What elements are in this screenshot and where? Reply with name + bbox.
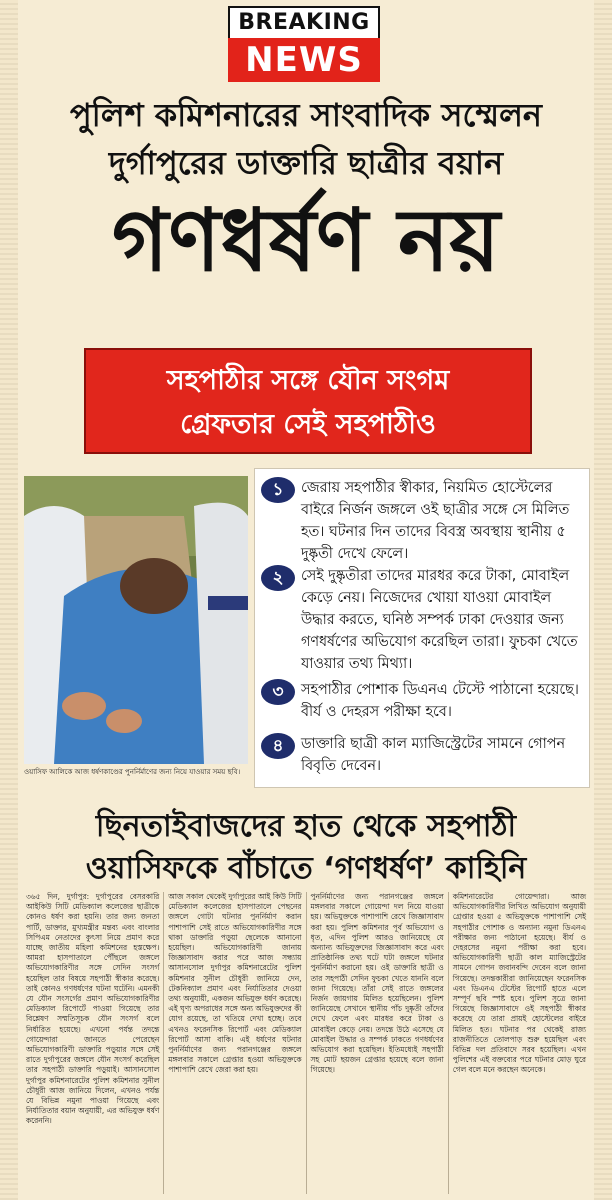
red-box-line-1: সহপাঠীর সঙ্গে যৌন সংগম [166,365,450,396]
headline-line-2: দুর্গাপুরের ডাক্তারি ছাত্রীর বয়ান [108,144,504,182]
point-number: ৩ [261,679,295,705]
subhead-line-2: ওয়াসিফকে বাঁচাতে ‘গণধর্ষণ’ কাহিনি [85,851,527,886]
main-headline: গণধর্ষণ নয় [112,191,500,291]
headline-line-1: পুলিশ কমিশনারের সাংবাদিক সম্মেলন [69,96,543,134]
breaking-news-badge [228,6,380,82]
point-number: ১ [261,477,295,503]
article-column: ৩৬৫ দিন, দুর্গাপুর: দুর্গাপুরের বেসরকারি আইকিউ সিটি মেডিক্যাল কলেজের ছাত্রীকে কোনও ধর্ষণ করা হয়নি। তার জন্য জনতা পার্টি, ডাক্তার, মুখ্যমন্ত্রীর মন্তব্য এবং বাংলার সিপিএম নেতাদের কুৎসা নিয়ে প্রমাণ করে যাচ্ছে জাতীয় মহিলা কমিশনের হস্তক্ষেপ। আমরা হাসপাতালে পৌঁছলে জঙ্গলে অভিযোগকারিণীর সঙ্গে সেদিন সংসর্গ হয়েছিল তার বিষয়ে সহপাঠী স্বীকার করেছে। তাই কোনও গণধর্ষণের ঘটনা ঘটেনি। এমনকী যে যৌন সংসর্গের প্রমাণ অভিযোগকারিণীর মেডিক্যাল রিপোর্টে পাওয়া গিয়েছে তার বিশ্লেষণ সম্মতিসূচক যৌন সংসর্গ বলে নির্ধারিত হয়েছে। এখনো পর্যন্ত তদন্তে গোয়েন্দারা জানতে পেরেছেন অভিযোগকারিণী ডাক্তারি পড়ুয়ার সঙ্গে সেই রাতে দুর্গাপুরের জঙ্গলে যৌন সংসর্গ করেছিল তার সহপাঠী ডাক্তারি পড়ুয়াই। আসানসোল দুর্গাপুর কমিশনারেটের পুলিশ কমিশনার সুনীল চৌধুরী আজ জানিয়ে দিলেন, এখনও পর্যন্ত যে বিভিন্ন নমুনা পাওয়া গিয়েছে এবং নির্যাতিতার বয়ান অনুযায়ী, এর অভিযুক্ত ধর্ষণ করেননি। [26,892,160,1126]
article-column: আজ সকাল থেকেই দুর্গাপুরের আই কিউ সিটি মেডিক্যাল কলেজের হাসপাতালে পেছনের জঙ্গলে গোটা ঘটনার পুনর্নির্মাণ করান পাশাপাশি সেই রাতে অভিযোগকারিণীর সঙ্গে থাকা ডাক্তারি পড়ুয়া ছেলেকে আনানো হয়েছিল। অভিযোগকারিণী জানায় জিজ্ঞাসাবাদ করার পরে আজ সন্ধ্যায় আসানসোল দুর্গাপুর কমিশনারেটের পুলিশ কমিশনার সুনীল চৌধুরী জানিয়ে দেন, টেকনিক্যাল প্রমাণ এবং নির্যাতিতার দেওয়া তথ্য অনুযায়ী, একজন অভিযুক্ত ধর্ষণ করেছে। এই ঘৃণ্য অপরাধের সঙ্গে অন্য অভিযুক্তদের কী যোগ রয়েছে, তা খতিয়ে দেখা হচ্ছে। তবে এখনও ফরেনসিক রিপোর্ট এবং মেডিক্যাল রিপোর্ট আসা বাকি। এই ধর্ষণের ঘটনার পুনর্নির্মাণের জন্য পরানগঞ্জের জঙ্গলে মঙ্গলবার সকালে গ্রেপ্তার হওয়া অভিযুক্তকে পাশাপাশি রেখে জেরা করা হয়। [163,892,305,1194]
point-number: ৪ [261,733,295,759]
article-column: পুনর্নির্মাণের জন্য পরানগঞ্জের জঙ্গলে মঙ্গলবার সকালে গোয়েন্দা দল নিয়ে যাওয়া হয়। অভিযুক্তকে পাশাপাশি রেখে জিজ্ঞাসাবাদ করা হয়। পুলিশ কমিশনার পূর্ব অভিযোগ ও ধৃত, এদিন পুলিশ আরও জানিয়েছে যে অন্যান্য অভিযুক্তদের জিজ্ঞাসাবাদ করে এবং প্রাতিষ্ঠানিক তথ্য ঘটে ঘটা জঙ্গলে ঘটনার পুনর্নির্মাণ করানো হয়। ওই ডাক্তারি ছাত্রী ও তার সহপাঠী সেদিন ফুচকা খেতে যাননি বলে জানা গিয়েছে। তাঁরা সেই রাতে জঙ্গলের নির্জন জায়গায় মিলিত হয়েছিলেন। পুলিশ জানিয়েছে সেখানে স্থানীয় পাঁচ দুষ্কৃতী তাঁদের দেখে ফেলে এবং মারধর করে টাকা ও মোবাইল কেড়ে নেয়। তদন্তে উঠে এসেছে যে মোবাইল উদ্ধার ও সম্পর্ক ঢাকতে গণধর্ষণের অভিযোগ করা হয়েছিল। ইতিমধ্যেই সহপাঠী সহ মোট ছয়জন গ্রেপ্তার হয়েছে বলে জানা গিয়েছে। [306,892,448,1194]
page-edge-right [594,0,612,1200]
article-columns [22,892,590,1194]
key-points-panel [254,468,590,788]
red-highlight-box [84,348,532,454]
point-text: সহপাঠীর পোশাক ডিএনএ টেস্টে পাঠানো হয়েছে। বীর্য ও দেহরস পরীক্ষা হবে। [301,682,579,720]
photo-caption: ওয়াসিফ আলিকে আজ ধর্ষণকাণ্ডের পুনর্নির্মাণের জন্য নিয়ে যাওয়ার সময় ছবি। [24,768,241,776]
badge-breaking-text: BREAKING [228,6,380,38]
subhead-line-1: ছিনতাইবাজদের হাত থেকে সহপাঠী [95,809,517,844]
point-text: জেরায় সহপাঠীর স্বীকার, নিয়মিত হোস্টেলের বাইরে নির্জন জঙ্গলে ওই ছাত্রীর সঙ্গে সে মিলিত হত। ঘটনার দিন তাদের বিবস্ত্র অবস্থায় স্থানীয় ৫ দুষ্কৃতী দেখে ফেলে। [301,480,570,562]
news-photo [24,476,248,764]
point-number: ২ [261,565,295,591]
red-box-line-2: গ্রেফতার সেই সহপাঠীও [180,409,436,440]
point-text: ডাক্তারি ছাত্রী কাল ম্যাজিস্ট্রেটের সামনে গোপন বিবৃতি দেবেন। [301,736,566,774]
article-column: কমিশনারেটের গোয়েন্দারা। আজ অভিযোগকারিণীর লিখিত অভিযোগ অনুযায়ী গ্রেপ্তার হওয়া ৫ অভিযুক্তকে পাশাপাশি সেই সহপাঠীর পোশাক ও অন্যান্য নমুনা ডিএনএ পরীক্ষার জন্য পাঠানো হয়েছে। বীর্য ও দেহরসের নমুনা পরীক্ষা করা হবে। অভিযোগকারিণী ছাত্রী কাল ম্যাজিস্ট্রেটের সামনে গোপন জবানবন্দি দেবেন বলে জানা গিয়েছে। তদন্তকারীরা জানিয়েছেন ফরেনসিক এবং ডিএনএ টেস্টের রিপোর্ট হাতে এলে সম্পূর্ণ ছবি স্পষ্ট হবে। পুলিশ সূত্রে জানা গিয়েছে জিজ্ঞাসাবাদে ওই সহপাঠী স্বীকার করেছে যে তারা প্রায়ই হোস্টেলের বাইরে মিলিত হত। ঘটনার পর থেকেই রাজ্য রাজনীতিতে তোলপাড় শুরু হয়েছিল এবং বিভিন্ন দল প্রতিবাদে সরব হয়েছিল। এখন পুলিশের এই বক্তব্যের পরে ঘটনার মোড় ঘুরে গেল বলে মনে করছেন অনেকে। [448,892,590,1194]
badge-news-text: NEWS [228,38,380,82]
point-text: সেই দুষ্কৃতীরা তাদের মারধর করে টাকা, মোবাইল কেড়ে নেয়। নিজেদের খোয়া যাওয়া মোবাইল উদ্ধার করতে, ঘনিষ্ঠ সম্পর্ক ঢাকা দেওয়ার জন্য গণধর্ষণের অভিযোগ করেছিল তারা। ফুচকা খেতে যাওয়ার তথ্য মিথ্যা। [301,568,578,672]
page-edge-left [0,0,18,1200]
